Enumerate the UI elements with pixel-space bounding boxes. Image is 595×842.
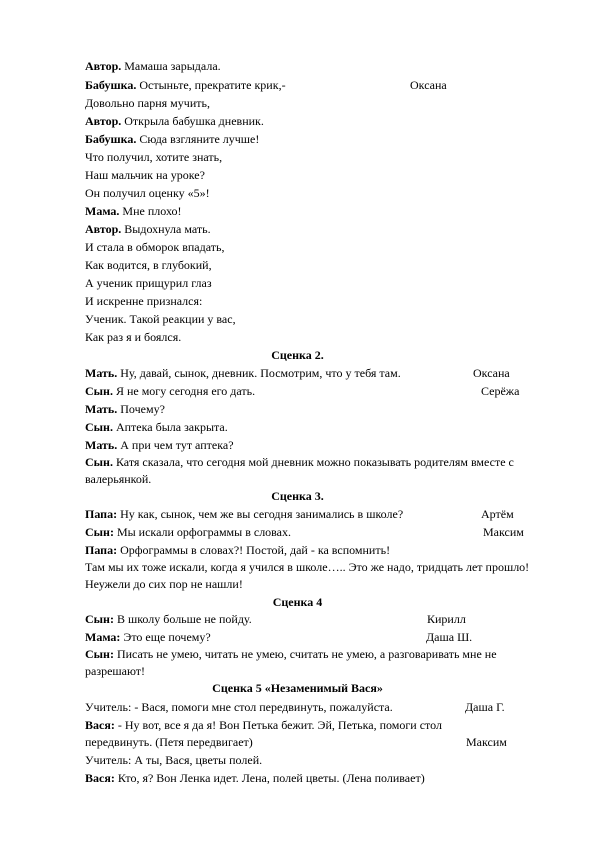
actor-name: Серёжа [481,384,520,398]
speaker-name: Мать. [85,438,118,452]
script-line [85,646,530,680]
script-line [85,384,255,398]
line-text: Я не могу сегодня его дать. [112,384,256,398]
script-line [85,438,234,452]
script-line: Ученик. Такой реакции у вас, [85,312,236,326]
scene-heading: Сценка 5 «Незаменимый Вася» [212,681,383,695]
line-text: Сюда взгляните лучше! [136,132,260,146]
line-text: Кто, я? Вон Ленка идет. Лена, полей цветы. (Лена поливает) [114,771,425,785]
speaker-name: Мать. [85,402,118,416]
line-text: Аптека была закрыта. [112,420,228,434]
script-line [85,771,425,785]
speaker-name: Мама. [85,204,120,218]
speaker-name: Сын: [85,525,114,539]
line-text: Открыла бабушка дневник. [121,114,264,128]
script-line [85,718,442,732]
line-text: Это еще почему? [120,630,211,644]
scene-heading: Сценка 2. [271,348,324,362]
speaker-name: Сын. [85,384,113,398]
script-line: Как водится, в глубокий, [85,258,212,272]
line-text: Писать не умею, читать не умею, считать не умею, а разговаривать мне не разрешают! [85,647,497,678]
speaker-name: Мать. [85,366,118,380]
script-line [85,402,165,416]
script-line [85,420,228,434]
line-text: Мы искали орфограммы в словах. [113,525,292,539]
speaker-name: Автор. [85,114,122,128]
script-line [85,454,530,488]
line-text: А при чем тут аптека? [117,438,234,452]
scene-heading: Сценка 4 [272,595,323,609]
script-line [85,222,211,236]
actor-name: Даша Г. [465,700,505,714]
script-line: Учитель: - Вася, помоги мне стол передвинуть, пожалуйста. [85,700,393,714]
actor-name: Кирилл [427,612,466,626]
speaker-name: Вася: [85,771,115,785]
script-line: Он получил оценку «5»! [85,186,210,200]
speaker-name: Мама: [85,630,121,644]
line-text: Ну, давай, сынок, дневник. Посмотрим, что у тебя там. [117,366,401,380]
line-text: Выдохнула мать. [121,222,211,236]
actor-name: Артём [481,507,514,521]
speaker-name: Папа: [85,543,118,557]
script-line [85,204,182,218]
speaker-name: Сын. [85,420,113,434]
script-line [85,78,286,92]
actor-name: Максим [483,525,524,539]
speaker-name: Сын: [85,612,114,626]
script-line: Наш мальчик на уроке? [85,168,205,182]
speaker-name: Автор. [85,59,122,73]
speaker-name: Бабушка. [85,132,137,146]
speaker-name: Автор. [85,222,122,236]
script-line [85,612,252,626]
script-line [85,630,211,644]
script-line: А ученик прищурил глаз [85,276,212,290]
script-line [85,59,221,73]
line-text: Почему? [117,402,165,416]
script-line: Учитель: А ты, Вася, цветы полей. [85,753,263,767]
line-text: Орфограммы в словах?! Постой, дай - ка вспомнить! [117,543,391,557]
script-line: И искренне признался: [85,294,203,308]
line-text: - Ну вот, все я да я! Вон Петька бежит. Эй, Петька, помоги стол [114,718,442,732]
actor-name: Максим [466,735,507,749]
line-text: Остыньте, прекратите крик,- [136,78,286,92]
line-text: Мне плохо! [119,204,182,218]
script-line [85,543,390,557]
script-line: И стала в обморок впадать, [85,240,225,254]
line-text: Катя сказала, что сегодня мой дневник можно показывать родителям вместе с валерьянкой. [85,455,514,486]
speaker-name: Сын: [85,647,114,661]
script-line [85,366,401,380]
script-line: Как раз я и боялся. [85,330,182,344]
script-line: Там мы их тоже искали, когда я учился в школе….. Это же надо, тридцать лет прошло! Неужели до сих пор не нашли! [85,560,530,591]
line-text: В школу больше не пойду. [113,612,252,626]
script-line: Довольно парня мучить, [85,96,210,110]
actor-name: Даша Ш. [426,630,473,644]
script-line: Что получил, хотите знать, [85,150,223,164]
actor-name: Оксана [410,78,447,92]
script-line [85,507,403,521]
scene-heading: Сценка 3. [271,489,324,503]
speaker-name: Сын. [85,455,113,469]
script-line [85,525,291,539]
script-line: передвинуть. (Петя передвигает) [85,735,253,749]
script-line [85,114,264,128]
actor-name: Оксана [473,366,510,380]
speaker-name: Папа: [85,507,118,521]
line-text: Мамаша зарыдала. [121,59,221,73]
speaker-name: Бабушка. [85,78,137,92]
script-line [85,132,259,146]
speaker-name: Вася: [85,718,115,732]
line-text: Ну как, сынок, чем же вы сегодня занимались в школе? [117,507,404,521]
